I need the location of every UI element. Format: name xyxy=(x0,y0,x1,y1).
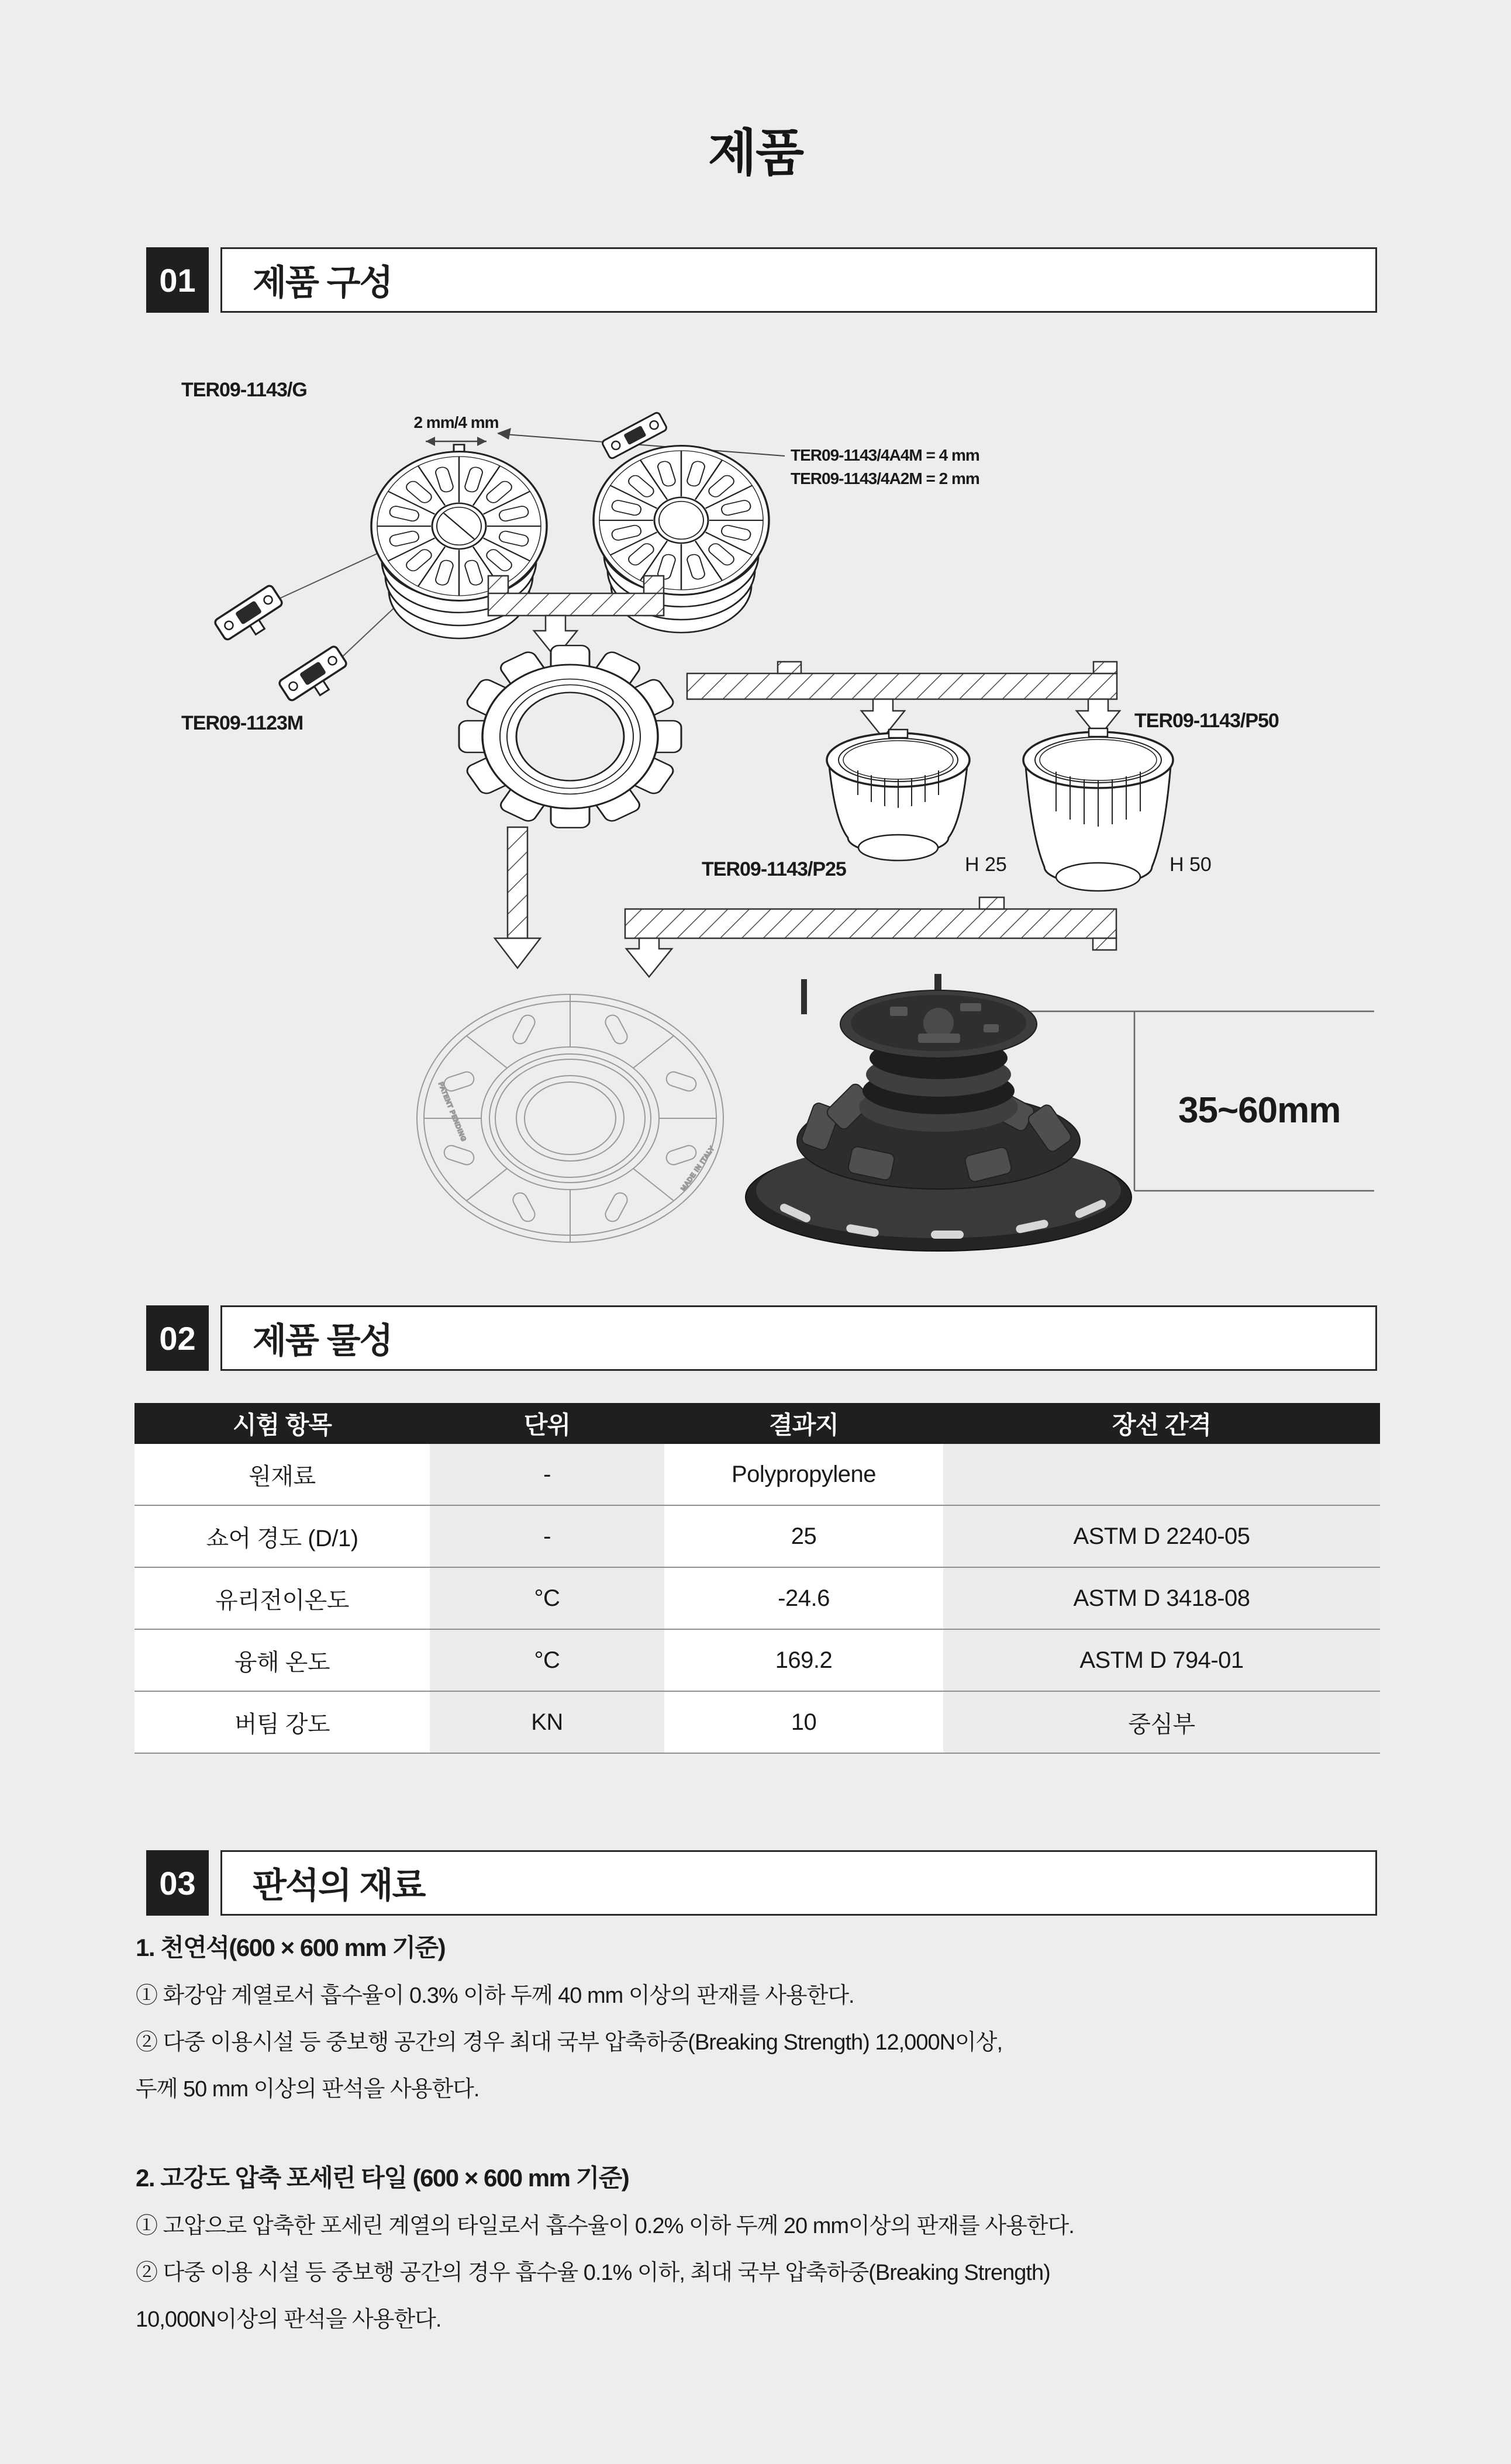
section-03-header xyxy=(146,1850,1377,1916)
down-arrow-icon xyxy=(495,938,540,968)
material-item-1-line: ② 다중 이용시설 등 중보행 공간의 경우 최대 국부 압축하중(Breaking Strength) 12,000N이상, xyxy=(136,2030,1002,2055)
pedestal-exploded-diagram xyxy=(146,351,1374,1257)
label-h50: H 50 xyxy=(1170,853,1212,876)
cell-test-item: 융해 온도 xyxy=(234,1649,330,1675)
cell-standard: ASTM D 794-01 xyxy=(943,1630,1380,1691)
section-number-badge: 01 xyxy=(146,247,209,313)
table-row xyxy=(134,1630,1380,1692)
section-number-badge: 03 xyxy=(146,1850,209,1916)
page-title: 제품 xyxy=(708,125,803,181)
label-part-m: TER09-1123M xyxy=(181,712,303,734)
cell-result: -24.6 xyxy=(778,1585,830,1611)
table-header-row xyxy=(134,1403,1380,1444)
section-01-header xyxy=(146,247,1377,313)
material-item-2-line: 10,000N이상의 판석을 사용한다. xyxy=(136,2307,441,2332)
cell-result: Polypropylene xyxy=(732,1461,876,1487)
cell-test-item: 버팀 강도 xyxy=(234,1711,330,1737)
label-part-p25: TER09-1143/P25 xyxy=(702,858,846,880)
col-header-test-item: 시험 항목 xyxy=(233,1411,332,1439)
label-part-g: TER09-1143/G xyxy=(181,379,307,401)
label-part-p50: TER09-1143/P50 xyxy=(1134,710,1279,732)
material-item-2-line: ① 고압으로 압축한 포세린 계열의 타일로서 흡수율이 0.2% 이하 두께 20 mm이상의 판재를 사용한다. xyxy=(136,2214,1074,2238)
arrowhead-right xyxy=(477,437,487,446)
cell-unit: °C xyxy=(430,1568,664,1629)
label-variant-2mm: TER09-1143/4A2M = 2 mm xyxy=(791,469,979,488)
properties-table xyxy=(134,1403,1380,1754)
arrowhead-left xyxy=(426,437,435,446)
down-arrow-icon xyxy=(626,938,672,977)
shim-clip-1 xyxy=(213,585,289,650)
cell-standard: ASTM D 3418-08 xyxy=(943,1568,1380,1629)
material-item-1-line: 두께 50 mm 이상의 판석을 사용한다. xyxy=(136,2077,479,2102)
label-variant-4mm: TER09-1143/4A4M = 4 mm xyxy=(791,446,979,464)
materials-text-block xyxy=(136,1923,1399,2343)
section-title: 판석의 재료 xyxy=(220,1850,1377,1916)
cell-test-item: 쇼어 경도 (D/1) xyxy=(206,1525,358,1551)
material-item-1-title: 1. 천연석(600 × 600 mm 기준) xyxy=(136,1934,446,1961)
cell-result: 169.2 xyxy=(775,1647,833,1673)
label-small-dim: 2 mm/4 mm xyxy=(413,413,499,431)
cell-unit: - xyxy=(430,1506,664,1567)
gear-ring xyxy=(459,645,681,828)
cell-test-item: 유리전이온도 xyxy=(215,1587,349,1613)
cell-unit: - xyxy=(430,1444,664,1505)
cell-standard: ASTM D 2240-05 xyxy=(943,1506,1380,1567)
deck-section-upper xyxy=(687,662,1120,738)
cell-standard: 중심부 xyxy=(943,1692,1380,1753)
cell-result: 10 xyxy=(791,1709,817,1735)
product-diagram xyxy=(146,351,1374,1257)
pedestal-render xyxy=(746,974,1131,1251)
table-row xyxy=(134,1506,1380,1568)
wireframe-text-right: MADE IN ITALY xyxy=(679,1145,716,1193)
cell-unit: °C xyxy=(430,1630,664,1691)
material-item-2-title: 2. 고강도 압축 포세린 타일 (600 × 600 mm 기준) xyxy=(136,2164,629,2192)
section-title: 제품 물성 xyxy=(220,1305,1377,1371)
cup-p25 xyxy=(827,730,970,861)
cell-standard xyxy=(943,1444,1380,1505)
wireframe-base-disc xyxy=(417,994,723,1242)
material-item-1-line: ① 화강암 계열로서 흡수율이 0.3% 이하 두께 40 mm 이상의 판재를 사용한다. xyxy=(136,1983,854,2008)
label-h25: H 25 xyxy=(965,853,1007,876)
col-header-result: 결과지 xyxy=(769,1411,839,1439)
section-02-header xyxy=(146,1305,1377,1371)
cell-result: 25 xyxy=(791,1523,817,1549)
table-row xyxy=(134,1444,1380,1506)
wireframe-text-left: PATENT PENDING xyxy=(437,1081,468,1143)
cell-test-item: 원재료 xyxy=(249,1463,316,1490)
table-row xyxy=(134,1692,1380,1754)
vertical-section-bar xyxy=(495,827,540,968)
table-row xyxy=(134,1568,1380,1630)
cell-unit: KN xyxy=(430,1692,664,1753)
col-header-joist-spacing: 장선 간격 xyxy=(1112,1411,1211,1439)
material-item-2-line: ② 다중 이용 시설 등 중보행 공간의 경우 흡수율 0.1% 이하, 최대 국부 압축하중(Breaking Strength) xyxy=(136,2261,1050,2285)
shim-clip-2 xyxy=(278,645,353,711)
section-title: 제품 구성 xyxy=(220,247,1377,313)
label-height-range: 35~60mm xyxy=(1178,1090,1341,1131)
leader-arrowhead xyxy=(497,428,511,440)
col-header-unit: 단위 xyxy=(523,1411,571,1439)
cup-p50 xyxy=(1023,728,1173,891)
deck-section-lower xyxy=(625,897,1116,977)
section-number-badge: 02 xyxy=(146,1305,209,1371)
